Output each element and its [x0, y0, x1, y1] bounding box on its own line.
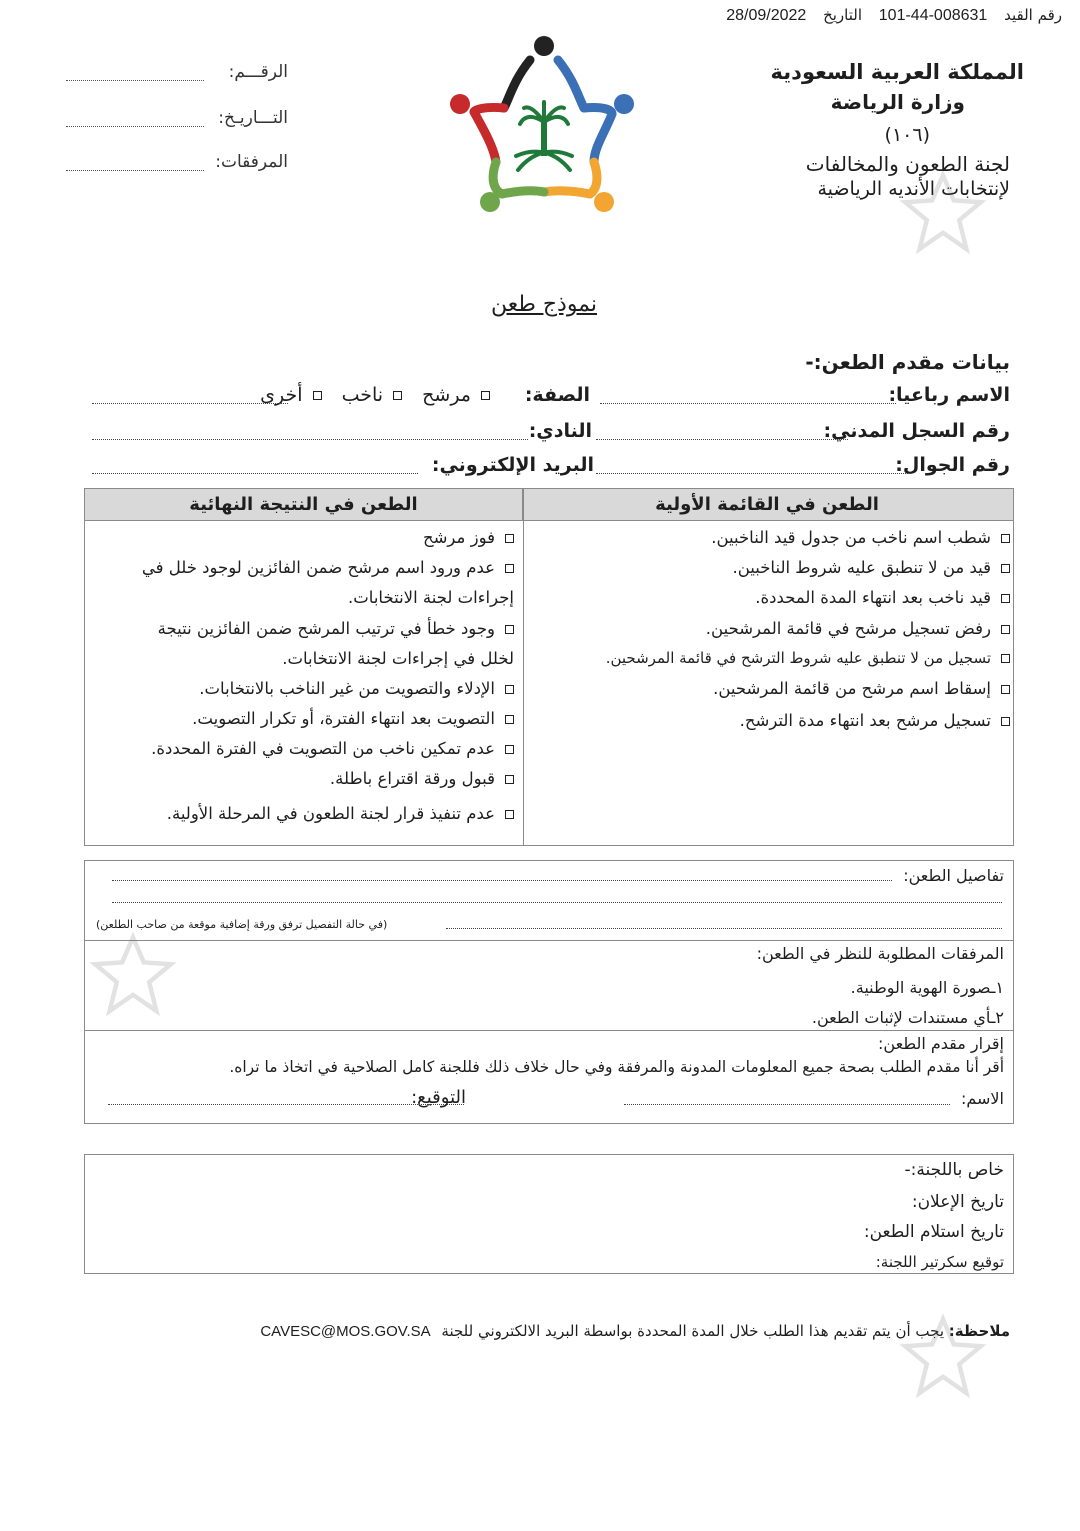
capacity-other-label: أخرى — [260, 384, 303, 406]
applicant-heading: بيانات مقدم الطعن:- — [805, 350, 1010, 374]
form-title: نموذج طعن — [490, 292, 598, 317]
committee-use-heading: خاص باللجنة:- — [904, 1160, 1004, 1180]
entry-stamp — [714, 6, 1062, 25]
ref-attachments-field[interactable] — [66, 152, 288, 180]
capacity-other-checkbox[interactable] — [313, 391, 322, 400]
initial-item[interactable]: قيد ناخب بعد انتهاء المدة المحددة. — [755, 588, 1010, 607]
initial-item[interactable]: قيد من لا تنطبق عليه شروط الناخبين. — [732, 558, 1010, 577]
ref-number-label: الرقـــم: — [228, 62, 288, 82]
final-item[interactable]: الإدلاء والتصويت من غير الناخب بالانتخابات. — [199, 679, 514, 698]
final-result-header: الطعن في النتيجة النهائية — [85, 489, 523, 521]
attachment-item-id: ١ـصورة الهوية الوطنية. — [850, 978, 1004, 997]
secretary-signature-label: توقيع سكرتير اللجنة: — [875, 1253, 1004, 1271]
final-item[interactable]: قبول ورقة اقتراع باطلة. — [330, 769, 514, 788]
note-text: يجب أن يتم تقديم هذا الطلب خلال المدة المحددة بواسطة البريد الالكتروني للجنة — [441, 1322, 945, 1340]
final-item[interactable]: وجود خطأ في ترتيب المرشح ضمن الفائزين نتيجة — [158, 619, 514, 638]
final-item-continued: إجراءات لجنة الانتخابات. — [348, 588, 514, 607]
ref-attachments-label: المرفقات: — [215, 152, 288, 172]
capacity-voter-label: ناخب — [341, 384, 384, 406]
final-item[interactable]: التصويت بعد انتهاء الفترة، أو تكرار التصويت. — [192, 709, 514, 728]
note-label: ملاحظة: — [948, 1322, 1010, 1340]
details-line-2[interactable] — [112, 902, 1002, 903]
committee-use-box — [84, 1154, 1014, 1274]
attachments-heading: المرفقات المطلوبة للنظر في الطعن: — [756, 944, 1004, 963]
capacity-candidate-checkbox[interactable] — [481, 391, 490, 400]
committee-subtitle: لإنتخابات الأنديه الرياضية — [817, 178, 1010, 200]
mobile-label: رقم الجوال: — [895, 454, 1010, 476]
declaration-heading: إقرار مقدم الطعن: — [878, 1034, 1004, 1053]
capacity-other-input[interactable] — [92, 403, 288, 404]
capacity-candidate-label: مرشح — [422, 384, 471, 406]
email-input[interactable] — [92, 473, 418, 474]
initial-item[interactable]: إسقاط اسم مرشح من قائمة المرشحين. — [713, 679, 1010, 698]
initial-item[interactable]: شطب اسم ناخب من جدول قيد الناخبين. — [711, 528, 1010, 547]
watermark-logo-icon — [898, 1312, 988, 1402]
committee-name: لجنة الطعون والمخالفات — [805, 152, 1010, 176]
announce-date-label: تاريخ الإعلان: — [911, 1192, 1004, 1212]
watermark-logo-icon — [88, 930, 178, 1020]
initial-item[interactable]: رفض تسجيل مرشح في قائمة المرشحين. — [706, 619, 1010, 638]
declaration-text: أقر أنا مقدم الطلب بصحة جميع المعلومات المدونة والمرفقة وفي حال خلاف ذلك فللجنة كامل الصلاحية في اتخاذ ما تراه. — [229, 1058, 1004, 1076]
entry-number: 101-44-008631 — [878, 7, 988, 24]
committee-code: (١٠٦) — [884, 124, 930, 146]
applicant-name-input[interactable] — [600, 403, 896, 404]
ref-date-field[interactable] — [66, 108, 288, 136]
email-label: البريد الإلكتروني: — [431, 454, 594, 476]
details-line-1[interactable] — [112, 880, 892, 881]
capacity-voter-checkbox[interactable] — [393, 391, 402, 400]
attachment-item-documents: ٢ـأي مستندات لإثبات الطعن. — [811, 1008, 1004, 1027]
initial-item[interactable]: تسجيل مرشح بعد انتهاء مدة الترشح. — [740, 711, 1010, 730]
club-label: النادي: — [528, 420, 592, 442]
final-item[interactable]: فوز مرشح — [423, 528, 514, 547]
note-email[interactable]: CAVESC@MOS.GOV.SA — [260, 1323, 431, 1340]
final-item-continued: لخلل في إجراءات لجنة الانتخابات. — [282, 649, 514, 668]
capacity-options — [260, 384, 490, 406]
details-label: تفاصيل الطعن: — [903, 866, 1004, 885]
capacity-label: الصفة: — [524, 384, 590, 406]
declaration-name-input[interactable] — [624, 1104, 950, 1105]
final-item[interactable]: عدم تمكين ناخب من التصويت في الفترة المحددة. — [151, 739, 514, 758]
declaration-signature-input[interactable] — [108, 1104, 464, 1105]
civil-id-input[interactable] — [596, 439, 848, 440]
kingdom-name: المملكة العربية السعودية — [770, 60, 1024, 84]
entry-label: رقم القيد — [1004, 6, 1062, 24]
ministry-name: وزارة الرياضة — [830, 90, 965, 114]
initial-item[interactable]: تسجيل من لا تنطبق عليه شروط الترشح في قائمة المرشحين. — [606, 649, 1010, 667]
details-line-3[interactable] — [446, 928, 1002, 929]
watermark-logo-icon — [898, 168, 988, 258]
ref-number-field[interactable] — [66, 62, 288, 90]
club-input[interactable] — [92, 439, 528, 440]
civil-id-label: رقم السجل المدني: — [823, 420, 1010, 442]
stamp-date-value: 28/09/2022 — [726, 7, 807, 24]
stamp-date-label: التاريخ — [823, 6, 862, 24]
final-item[interactable]: عدم ورود اسم مرشح ضمن الفائزين لوجود خلل في — [142, 558, 514, 577]
declaration-name-label: الاسم: — [960, 1089, 1004, 1108]
mobile-input[interactable] — [596, 473, 910, 474]
details-note: (في حالة التفصيل ترفق ورقة إضافية موقعة من صاحب الطلعن) — [96, 918, 388, 931]
initial-list-header: الطعن في القائمة الأولية — [521, 489, 1013, 521]
ref-date-label: التـــاريـخ: — [218, 108, 288, 128]
ministry-logo-icon — [444, 30, 644, 220]
applicant-name-label: الاسم رباعيا: — [888, 384, 1010, 406]
declaration-signature-label: التوقيع: — [411, 1087, 466, 1108]
receipt-date-label: تاريخ استلام الطعن: — [863, 1222, 1004, 1242]
final-item[interactable]: عدم تنفيذ قرار لجنة الطعون في المرحلة الأولية. — [167, 804, 514, 823]
